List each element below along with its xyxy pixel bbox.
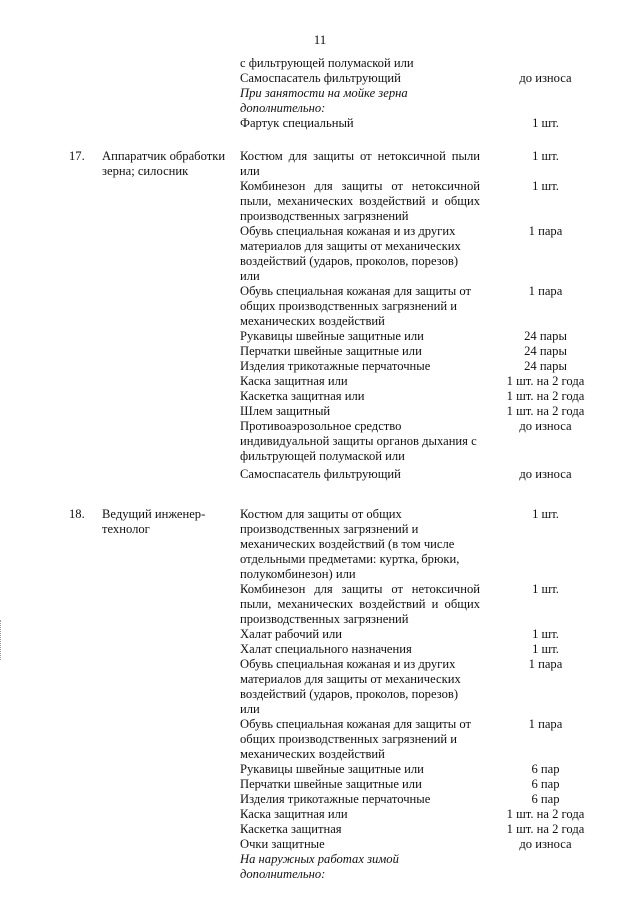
ppe-item-name: Халат рабочий или [240, 627, 342, 641]
ppe-item-row [240, 777, 620, 792]
ppe-item-row [240, 344, 620, 359]
continuation-items [240, 56, 620, 131]
ppe-item-row [240, 116, 620, 131]
ppe-item-quantity: 24 пары [524, 329, 567, 343]
ppe-item-name: Изделия трикотажные перчаточные [240, 792, 431, 806]
ppe-item-quantity: 1 шт. [532, 116, 559, 130]
ppe-item-row [240, 284, 620, 329]
ppe-item-quantity: 1 шт. на 2 года [506, 807, 585, 821]
ppe-item-name: Очки защитные [240, 837, 325, 851]
ppe-item-name: Обувь специальная кожаная для защиты от общих производственных загрязнений и механических воздействий [240, 717, 471, 761]
ppe-item-quantity: 1 шт. [532, 179, 559, 193]
ppe-item-name: Костюм для защиты от нетоксичной пыли или [240, 149, 480, 178]
ppe-item-quantity: 1 шт. [532, 149, 559, 163]
ppe-item-name: Фартук специальный [240, 116, 354, 130]
occupation-title: Ведущий инженер-технолог [102, 507, 206, 536]
occupation-title: Аппаратчик обработки зерна; силосник [102, 149, 226, 178]
ppe-item-name: Халат специального назначения [240, 642, 412, 656]
ppe-item-row [240, 71, 620, 86]
ppe-item-name: Перчатки швейные защитные или [240, 777, 422, 791]
ppe-item-row [240, 627, 620, 642]
ppe-item-name: Шлем защитный [240, 404, 331, 418]
ppe-item-row [240, 762, 620, 777]
entries-list [0, 149, 640, 882]
entry-number: 18. [69, 507, 85, 521]
ppe-item-row [240, 837, 620, 852]
condition-note: На наружных работах зимой дополнительно: [240, 852, 399, 881]
ppe-item-quantity: 1 шт. [532, 582, 559, 596]
ppe-item-quantity: 1 пара [528, 717, 563, 731]
ppe-item-name: Костюм для защиты от общих производственных загрязнений и механических воздействий (в том числе отдельными предметами: куртка, брюки, полукомбинезон) или [240, 507, 460, 581]
ppe-item-row [240, 149, 620, 179]
ppe-item-name: Рукавицы швейные защитные или [240, 762, 424, 776]
ppe-item-quantity: 24 пары [524, 359, 567, 373]
ppe-item-quantity: 1 шт. на 2 года [506, 374, 585, 388]
ppe-item-name: Каскетка защитная [240, 822, 342, 836]
ppe-item-row [240, 374, 620, 389]
ppe-item-name: Комбинезон для защиты от нетоксичной пыли, механических воздействий и общих производственных загрязнений [240, 582, 480, 626]
ppe-item-quantity: 6 пар [531, 777, 560, 791]
ppe-item-name: Самоспасатель фильтрующий [240, 467, 401, 481]
ppe-item-name: Каска защитная или [240, 807, 348, 821]
page-number: 11 [313, 32, 327, 47]
ppe-item-row [240, 807, 620, 822]
ppe-item-row [240, 582, 620, 627]
ppe-item-quantity: до износа [519, 467, 572, 481]
ppe-item-row [240, 792, 620, 807]
ppe-items-list [240, 149, 620, 482]
ppe-item-name: Перчатки швейные защитные или [240, 344, 422, 358]
ppe-item-row [240, 467, 620, 482]
ppe-item-name: Изделия трикотажные перчаточные [240, 359, 431, 373]
ppe-item-row [240, 419, 620, 464]
ppe-item-quantity: 1 шт. на 2 года [506, 389, 585, 403]
ppe-item-row [240, 717, 620, 762]
ppe-item-quantity: 1 пара [528, 224, 563, 238]
ppe-items-list [240, 507, 620, 882]
ppe-item-name: Противоаэрозольное средство индивидуальной защиты органов дыхания с фильтрующей полумаской или [240, 419, 477, 463]
entry-number: 17. [69, 149, 85, 163]
ppe-item-name: Рукавицы швейные защитные или [240, 329, 424, 343]
ppe-item-quantity: до износа [519, 419, 572, 433]
occupation-entry [0, 507, 640, 882]
ppe-item-row [240, 56, 620, 71]
ppe-item-quantity: 1 пара [528, 284, 563, 298]
ppe-item-row [240, 642, 620, 657]
ppe-item-row [240, 657, 620, 717]
ppe-item-row [240, 86, 620, 116]
ppe-item-row [240, 852, 620, 882]
ppe-item-quantity: до износа [519, 71, 572, 85]
ppe-item-row [240, 329, 620, 344]
ppe-item-quantity: 1 шт. [532, 627, 559, 641]
ppe-item-row [240, 389, 620, 404]
ppe-item-name: Обувь специальная кожаная и из других материалов для защиты от механических воздействий (ударов, проколов, порезов) или [240, 224, 461, 283]
ppe-item-name: Каска защитная или [240, 374, 348, 388]
ppe-item-row [240, 224, 620, 284]
continuation-block [0, 56, 640, 882]
ppe-item-name: Обувь специальная кожаная для защиты от общих производственных загрязнений и механических воздействий [240, 284, 471, 328]
ppe-item-row [240, 507, 620, 582]
occupation-entry [0, 149, 640, 482]
ppe-item-quantity: 6 пар [531, 762, 560, 776]
ppe-item-name: с фильтрующей полумаской или [240, 56, 414, 70]
ppe-item-name: Комбинезон для защиты от нетоксичной пыли, механических воздействий и общих производственных загрязнений [240, 179, 480, 223]
ppe-item-quantity: 24 пары [524, 344, 567, 358]
ppe-item-quantity: 1 шт. на 2 года [506, 822, 585, 836]
ppe-item-row [240, 359, 620, 374]
ppe-item-row [240, 179, 620, 224]
ppe-item-name: Обувь специальная кожаная и из других материалов для защиты от механических воздействий (ударов, проколов, порезов) или [240, 657, 461, 716]
ppe-item-name: Каскетка защитная или [240, 389, 365, 403]
ppe-item-quantity: до износа [519, 837, 572, 851]
ppe-item-quantity: 6 пар [531, 792, 560, 806]
ppe-item-quantity: 1 пара [528, 657, 563, 671]
ppe-item-quantity: 1 шт. [532, 642, 559, 656]
ppe-item-quantity: 1 шт. [532, 507, 559, 521]
ppe-item-row [240, 822, 620, 837]
ppe-item-quantity: 1 шт. на 2 года [506, 404, 585, 418]
condition-note: При занятости на мойке зерна дополнительно: [240, 86, 408, 115]
ppe-item-name: Самоспасатель фильтрующий [240, 71, 401, 85]
ppe-item-row [240, 404, 620, 419]
scan-edge-mark [0, 620, 3, 660]
